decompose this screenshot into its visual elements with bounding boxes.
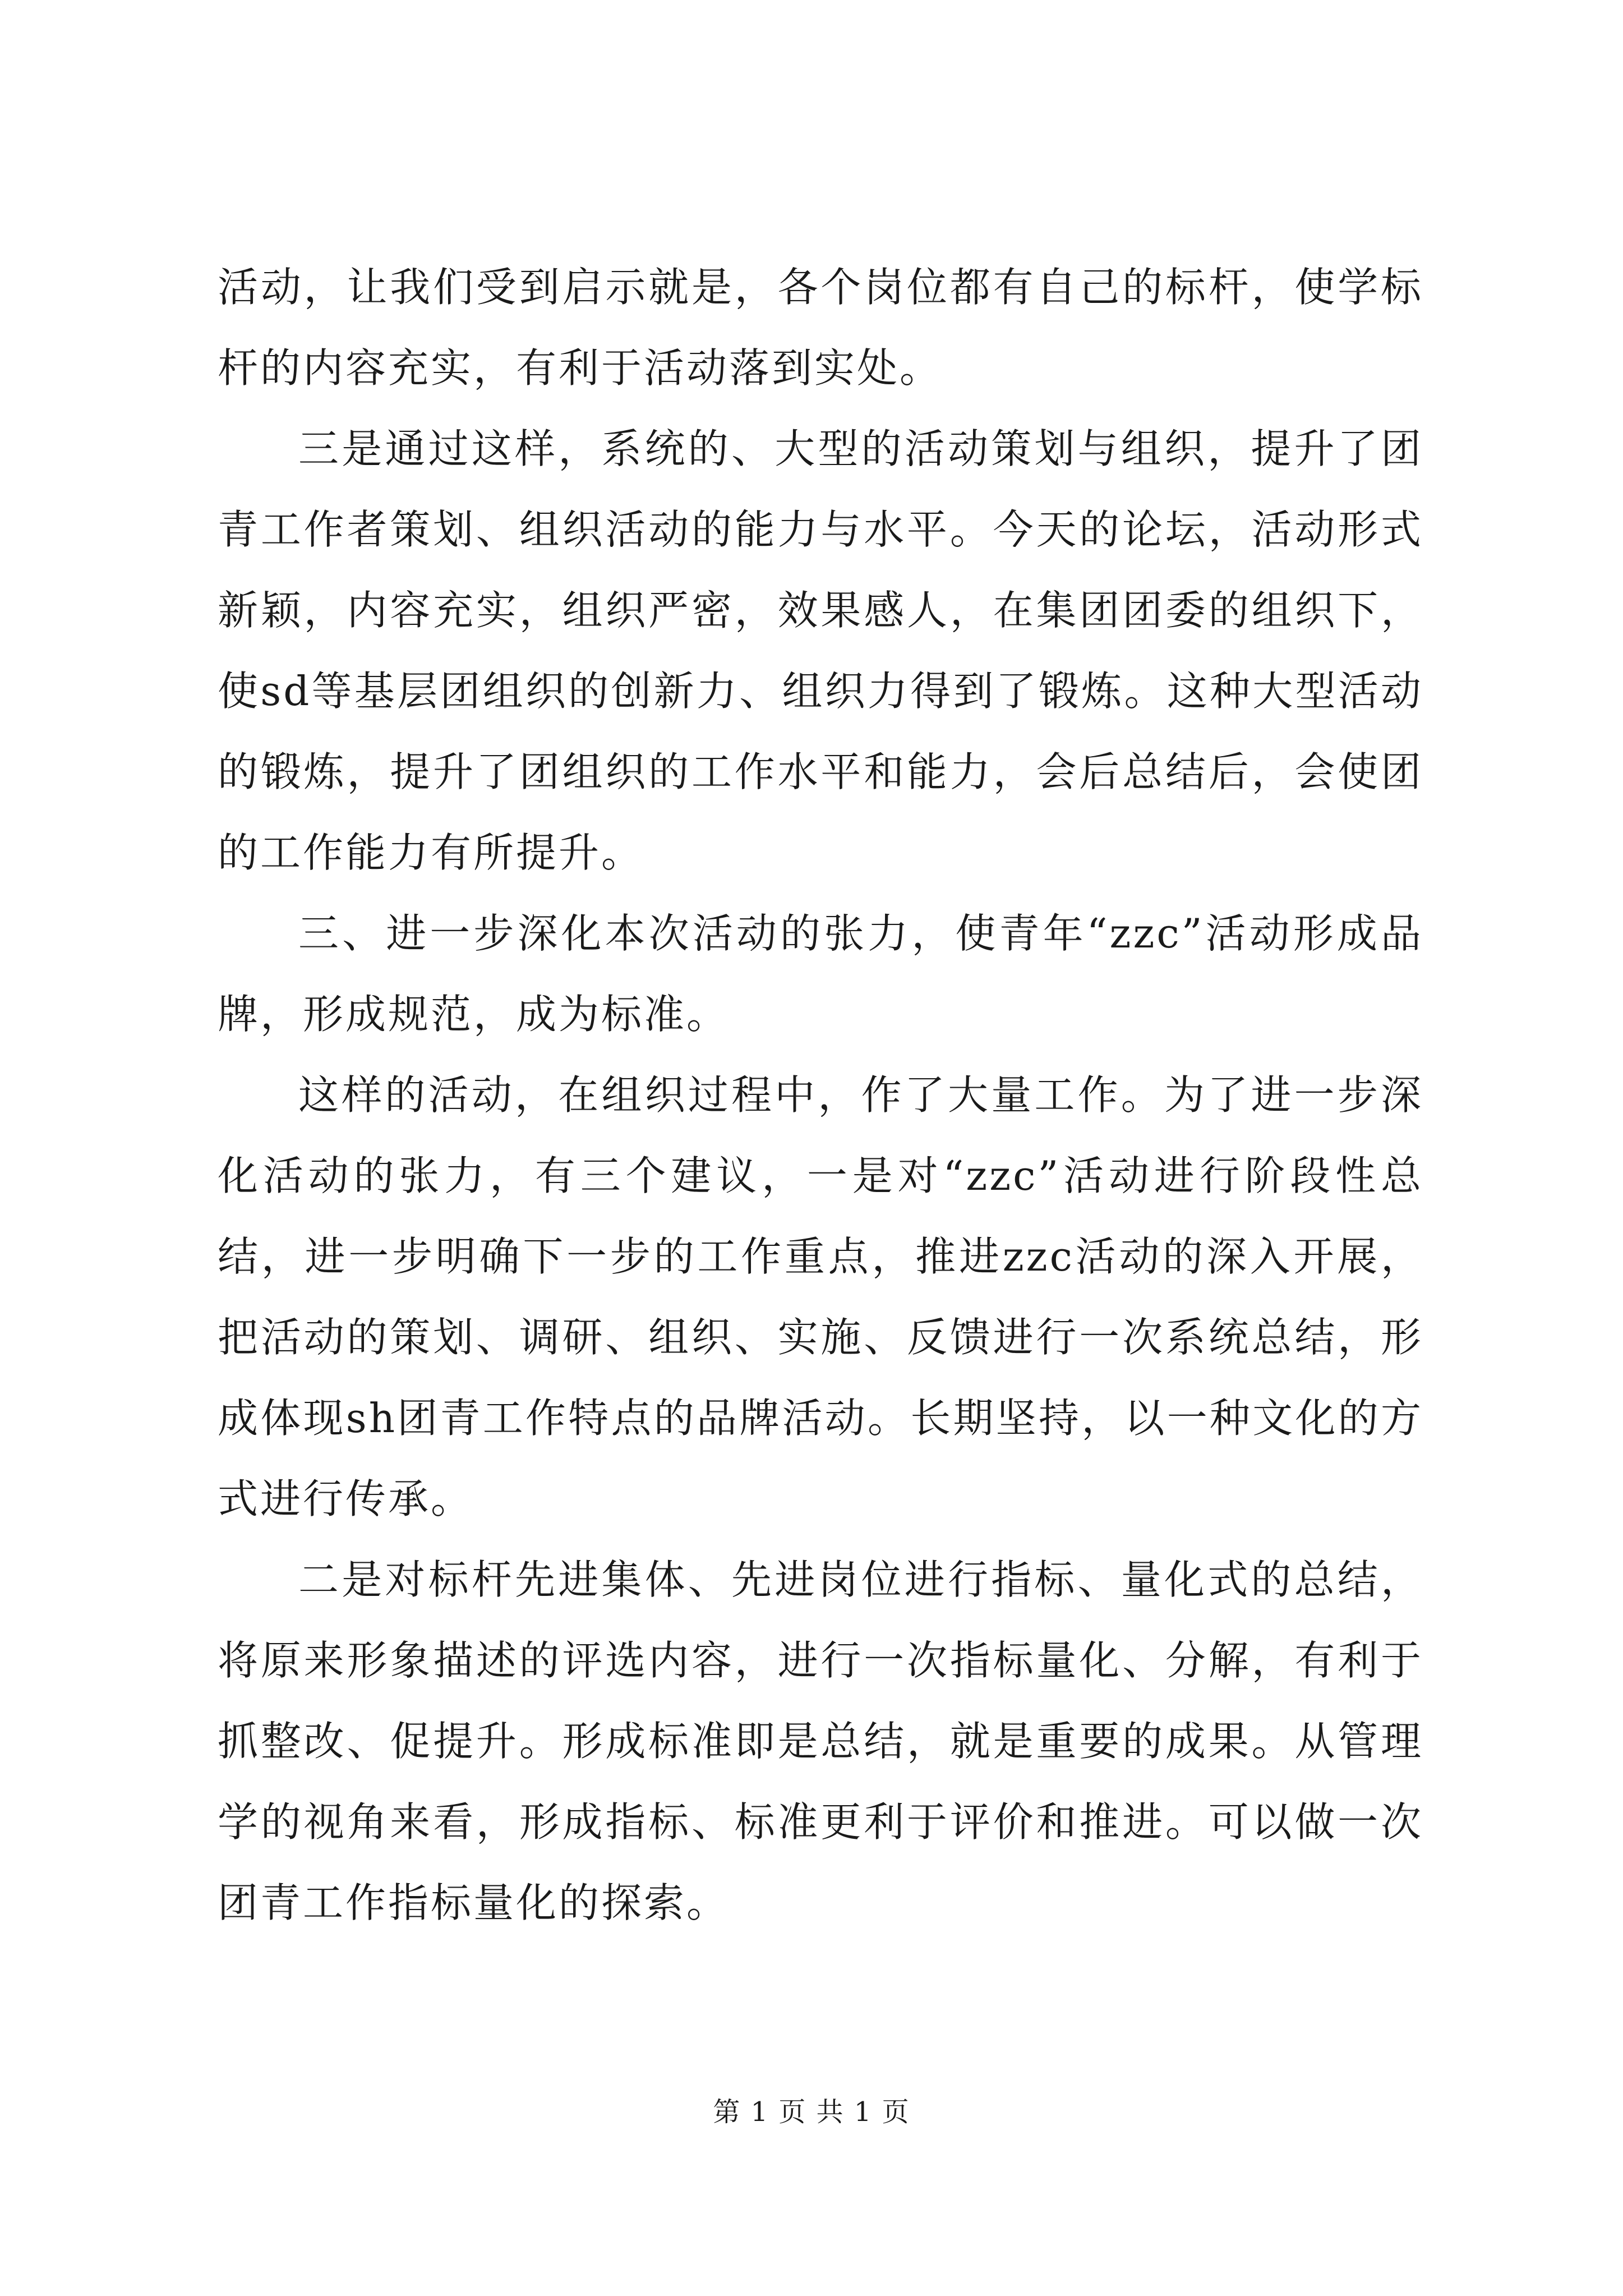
paragraph-4: 这样的活动，在组织过程中，作了大量工作。为了进一步深化活动的张力，有三个建议，一是对“zzc”活动进行阶段性总结，进一步明确下一步的工作重点，推进zzc活动的深入开展，把活动的策划、调研、组织、实施、反馈进行一次系统总结，形成体现sh团青工作特点的品牌活动。长期坚持，以一种文化的方式进行传承。 [218, 1071, 1423, 1522]
document-body [218, 247, 1423, 1943]
paragraph-3: 三、进一步深化本次活动的张力，使青年“zzc”活动形成品牌，形成规范，成为标准。 [218, 910, 1423, 1038]
paragraph-5: 二是对标杆先进集体、先进岗位进行指标、量化式的总结，将原来形象描述的评选内容，进行一次指标量化、分解，有利于抓整改、促提升。形成标准即是总结，就是重要的成果。从管理学的视角来看，形成指标、标准更利于评价和推进。可以做一次团青工作指标量化的探索。 [218, 1556, 1423, 1926]
paragraph-2: 三是通过这样，系统的、大型的活动策划与组织，提升了团青工作者策划、组织活动的能力与水平。今天的论坛，活动形式新颖，内容充实，组织严密，效果感人，在集团团委的组织下，使sd等基层团组织的创新力、组织力得到了锻炼。这种大型活动的锻炼，提升了团组织的工作水平和能力，会后总结后，会使团的工作能力有所提升。 [218, 425, 1423, 876]
page-footer: 第 1 页 共 1 页 [713, 2096, 910, 2128]
paragraph-1: 活动，让我们受到启示就是，各个岗位都有自己的标杆，使学标杆的内容充实，有利于活动落到实处。 [218, 264, 1423, 392]
